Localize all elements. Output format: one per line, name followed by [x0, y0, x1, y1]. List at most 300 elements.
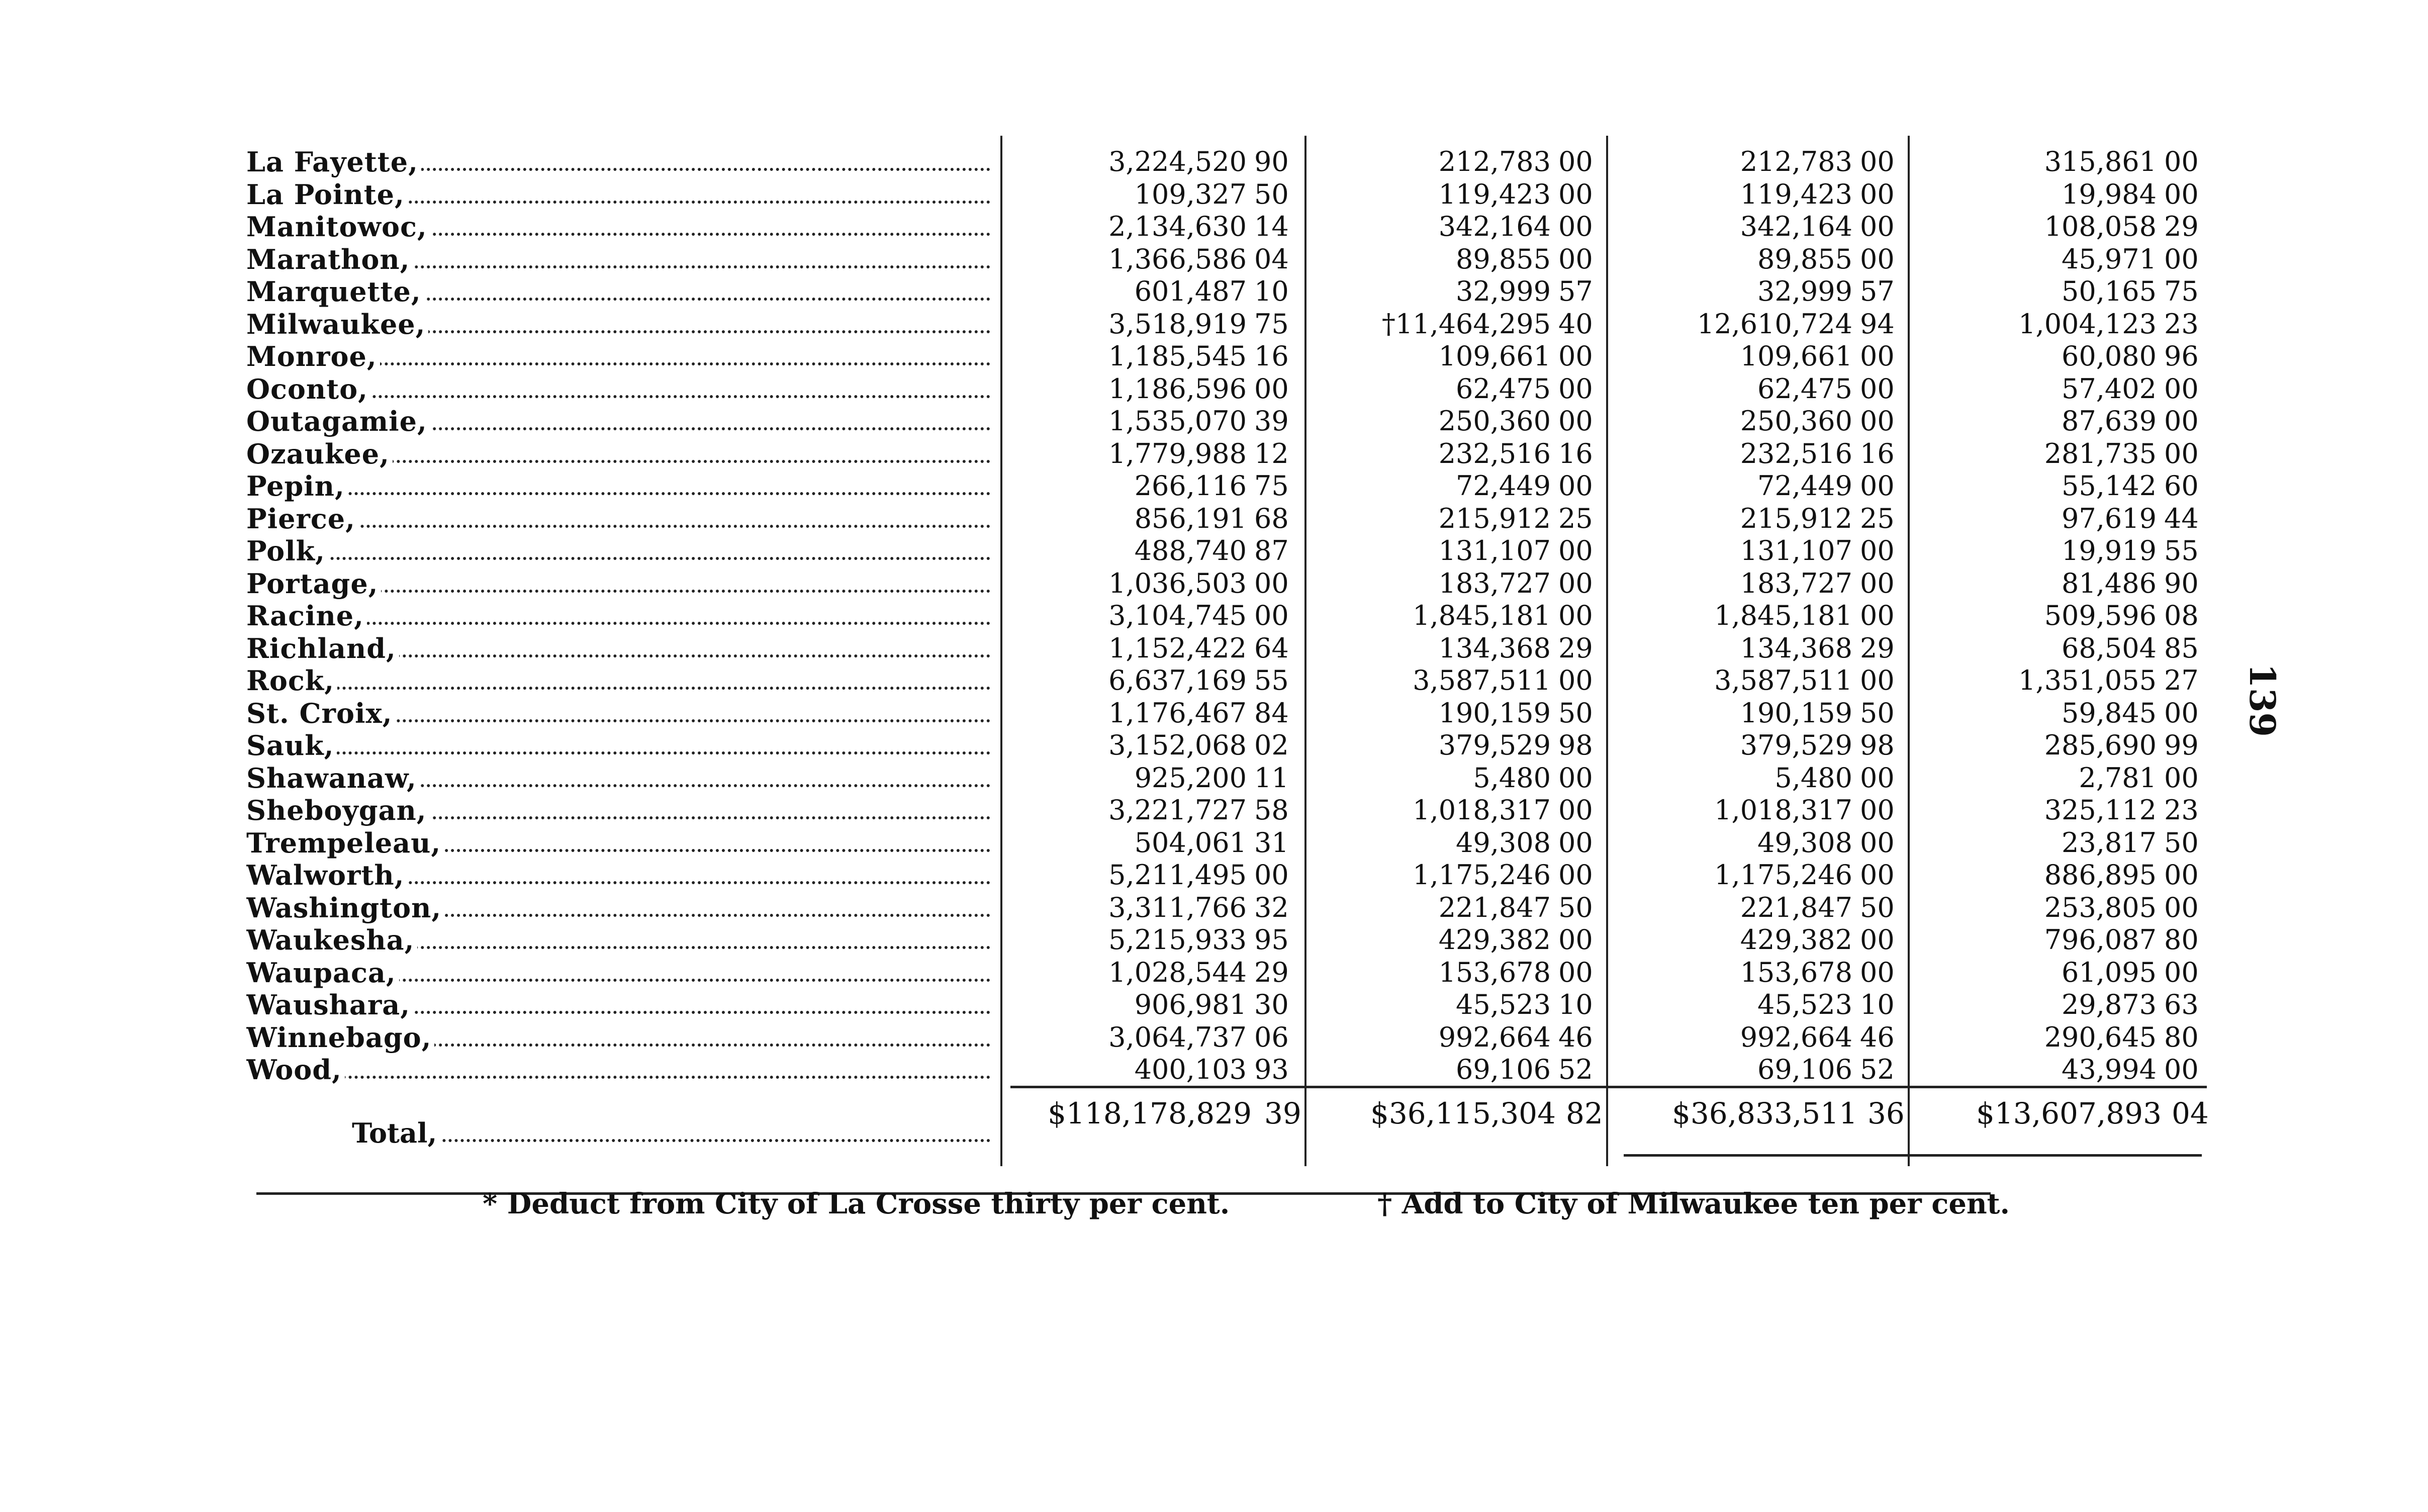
amount-col2-cents: 00 [1558, 146, 1593, 177]
amount-col2-dollars: 72,449 [1456, 470, 1551, 502]
amount-col4-cents: 90 [2164, 567, 2199, 599]
amount-col2-cents: 00 [1558, 211, 1593, 242]
county-cell [246, 438, 990, 470]
county-cell [246, 405, 990, 437]
amount-col1-dollars: 3,224,520 [1108, 146, 1247, 177]
total-col1-dollars: $118,178,829 [1048, 1096, 1252, 1130]
total-col3-dollars: $36,833,511 [1672, 1096, 1857, 1130]
amount-col1-cents: 14 [1254, 211, 1289, 242]
amount-col4-dollars: 97,619 [2062, 502, 2157, 534]
amount-col3-cents: 00 [1860, 956, 1895, 988]
amount-col3-cents: 46 [1860, 1021, 1895, 1053]
amount-col1-cents: 16 [1254, 340, 1289, 372]
amount-col3-cents: 16 [1860, 437, 1895, 469]
amount-col4-cents: 00 [2164, 437, 2199, 469]
amount-col2-cents: 00 [1558, 372, 1593, 405]
total-col2-cents: 82 [1566, 1096, 1603, 1130]
county-name: Rock, [246, 665, 337, 697]
table-row [0, 762, 2428, 794]
county-name: Polk, [246, 535, 328, 567]
amount-col3-cents: 00 [1860, 567, 1895, 599]
total-rule [1010, 1086, 2207, 1088]
amount-col2-cents: 00 [1558, 535, 1593, 566]
amount-col4-dollars: 285,690 [2044, 729, 2157, 761]
county-name: St. Croix, [246, 697, 396, 729]
amount-col2-dollars: 62,475 [1456, 372, 1551, 405]
dot-leader [246, 557, 990, 560]
table-row [0, 275, 2428, 308]
amount-col3-cents: 00 [1860, 243, 1895, 275]
amount-col4-dollars: 281,735 [2044, 437, 2157, 469]
amount-col1-cents: 30 [1254, 989, 1289, 1020]
amount-col4-cents: 50 [2164, 826, 2199, 859]
amount-col4-cents: 00 [2164, 372, 2199, 405]
amount-col1-dollars: 5,211,495 [1108, 859, 1247, 891]
amount-col3-cents: 00 [1860, 372, 1895, 405]
amount-col3-cents: 00 [1860, 340, 1895, 372]
table-row [0, 665, 2428, 697]
county-cell [246, 568, 990, 600]
amount-col2-cents: 40 [1558, 308, 1593, 340]
amount-col1-cents: 55 [1254, 665, 1289, 696]
amount-col4-cents: 75 [2164, 275, 2199, 307]
amount-col3-dollars: 1,018,317 [1714, 794, 1852, 826]
amount-col4-cents: 55 [2164, 535, 2199, 566]
county-name: Winnebago, [246, 1021, 434, 1054]
amount-col1-dollars: 1,366,586 [1108, 243, 1247, 275]
amount-col4-dollars: 68,504 [2062, 632, 2157, 664]
table-row [0, 600, 2428, 632]
county-name: La Pointe, [246, 178, 408, 211]
amount-col4-dollars: 81,486 [2062, 567, 2157, 599]
amount-col3-cents: 94 [1860, 308, 1895, 340]
table-row [0, 211, 2428, 243]
amount-col2-cents: 10 [1558, 989, 1593, 1020]
amount-col2-dollars: 221,847 [1438, 891, 1551, 923]
amount-col2-dollars: 49,308 [1456, 826, 1551, 859]
amount-col2-cents: 46 [1558, 1021, 1593, 1053]
amount-col1-dollars: 400,103 [1134, 1054, 1247, 1085]
county-name: Walworth, [246, 859, 407, 891]
county-name: Outagamie, [246, 405, 430, 437]
amount-col4-cents: 80 [2164, 1021, 2199, 1053]
amount-col4-cents: 00 [2164, 697, 2199, 729]
county-name: Wood, [246, 1054, 345, 1086]
amount-col1-cents: 32 [1254, 891, 1289, 923]
column-rule [1304, 136, 1306, 1166]
amount-col1-cents: 04 [1254, 243, 1289, 275]
county-cell [246, 308, 990, 340]
county-cell [246, 503, 990, 535]
amount-col2-dollars: 429,382 [1438, 924, 1551, 956]
amount-col2-dollars: 992,664 [1438, 1021, 1551, 1053]
table-row [0, 794, 2428, 826]
county-cell [246, 1054, 990, 1086]
amount-col3-dollars: 32,999 [1757, 275, 1852, 307]
amount-col4-dollars: 23,817 [2062, 826, 2157, 859]
amount-col2-dollars: 5,480 [1473, 762, 1551, 794]
amount-col4-cents: 00 [2164, 891, 2199, 923]
total-col2-dollars: $36,115,304 [1370, 1096, 1556, 1130]
amount-col3-dollars: 5,480 [1775, 762, 1852, 794]
amount-col2-cents: 50 [1558, 697, 1593, 729]
amount-col1-dollars: 1,185,545 [1108, 340, 1247, 372]
amount-col3-dollars: 12,610,724 [1697, 308, 1852, 340]
amount-col2-dollars: 1,018,317 [1413, 794, 1551, 826]
county-cell [246, 1021, 990, 1054]
amount-col4-cents: 00 [2164, 956, 2199, 988]
amount-col2-dollars: 69,106 [1456, 1054, 1551, 1085]
amount-col2-dollars: 342,164 [1438, 211, 1551, 242]
amount-col1-dollars: 1,779,988 [1108, 437, 1247, 469]
table-row [0, 178, 2428, 211]
amount-col1-cents: 12 [1254, 437, 1289, 469]
table-row [0, 729, 2428, 762]
amount-col1-cents: 58 [1254, 794, 1289, 826]
amount-col1-dollars: 3,518,919 [1108, 308, 1247, 340]
amount-col2-cents: 25 [1558, 502, 1593, 534]
amount-col3-dollars: 134,368 [1740, 632, 1852, 664]
amount-col1-dollars: 601,487 [1134, 275, 1247, 307]
amount-col2-cents: 00 [1558, 600, 1593, 631]
amount-col3-dollars: 190,159 [1740, 697, 1852, 729]
table-row [0, 503, 2428, 535]
amount-col4-cents: 85 [2164, 632, 2199, 664]
amount-col2-cents: 00 [1558, 567, 1593, 599]
amount-col1-cents: 68 [1254, 502, 1289, 534]
total-label-text: Total, [352, 1117, 440, 1149]
amount-col3-dollars: 429,382 [1740, 924, 1852, 956]
amount-col3-dollars: 379,529 [1740, 729, 1852, 761]
amount-col3-cents: 00 [1860, 859, 1895, 891]
amount-col1-dollars: 1,036,503 [1108, 567, 1247, 599]
amount-col4-dollars: 61,095 [2062, 956, 2157, 988]
amount-col3-dollars: 992,664 [1740, 1021, 1852, 1053]
county-cell [246, 178, 990, 211]
county-cell [246, 924, 990, 956]
amount-col2-cents: 57 [1558, 275, 1593, 307]
amount-col3-dollars: 3,587,511 [1714, 665, 1852, 696]
amount-col1-dollars: 1,028,544 [1108, 956, 1247, 988]
table-row [0, 1021, 2428, 1054]
bottom-rule [1624, 1154, 2202, 1157]
amount-col3-cents: 00 [1860, 146, 1895, 177]
county-name: Washington, [246, 892, 444, 924]
amount-col3-dollars: 1,175,246 [1714, 859, 1852, 891]
amount-col4-cents: 80 [2164, 924, 2199, 956]
county-cell [246, 859, 990, 891]
amount-col1-dollars: 266,116 [1134, 470, 1247, 502]
county-name: Waushara, [246, 989, 413, 1021]
table-row [0, 632, 2428, 665]
amount-col3-cents: 00 [1860, 762, 1895, 794]
county-name: Sauk, [246, 729, 337, 762]
amount-col1-cents: 90 [1254, 146, 1289, 177]
county-name: Racine, [246, 600, 367, 632]
county-name: Oconto, [246, 373, 371, 405]
amount-col4-dollars: 87,639 [2062, 405, 2157, 437]
amount-col1-cents: 31 [1254, 826, 1289, 859]
amount-col2-cents: 00 [1558, 826, 1593, 859]
amount-col3-dollars: 119,423 [1740, 178, 1852, 210]
total-label [352, 1117, 990, 1149]
county-name: Pepin, [246, 470, 348, 502]
table-row [0, 373, 2428, 405]
amount-col1-dollars: 3,221,727 [1108, 794, 1247, 826]
amount-col3-cents: 00 [1860, 470, 1895, 502]
column-rule [1000, 136, 1002, 1166]
county-name: Ozaukee, [246, 438, 393, 470]
amount-col4-dollars: 19,919 [2062, 535, 2157, 566]
amount-col2-dollars: 183,727 [1438, 567, 1551, 599]
county-name: Waukesha, [246, 924, 417, 956]
amount-col4-dollars: 19,984 [2062, 178, 2157, 210]
amount-col4-dollars: 60,080 [2062, 340, 2157, 372]
county-name: Monroe, [246, 340, 380, 372]
county-name: Sheboygan, [246, 794, 430, 826]
amount-col1-dollars: 2,134,630 [1108, 211, 1247, 242]
table-row [0, 568, 2428, 600]
amount-col3-dollars: 183,727 [1740, 567, 1852, 599]
amount-col2-dollars: 45,523 [1456, 989, 1551, 1020]
county-cell [246, 665, 990, 697]
amount-col1-dollars: 3,311,766 [1108, 891, 1247, 923]
amount-col1-cents: 02 [1254, 729, 1289, 761]
amount-col3-cents: 00 [1860, 211, 1895, 242]
county-cell [246, 632, 990, 665]
amount-col2-dollars: 131,107 [1438, 535, 1551, 566]
amount-col2-cents: 98 [1558, 729, 1593, 761]
county-name: Waupaca, [246, 957, 399, 989]
table-row [0, 859, 2428, 891]
amount-col1-dollars: 109,327 [1134, 178, 1247, 210]
amount-col3-dollars: 232,516 [1740, 437, 1852, 469]
amount-col4-dollars: 50,165 [2062, 275, 2157, 307]
amount-col1-cents: 84 [1254, 697, 1289, 729]
amount-col4-cents: 00 [2164, 178, 2199, 210]
amount-col1-cents: 50 [1254, 178, 1289, 210]
dot-leader [246, 751, 990, 754]
table-row [0, 243, 2428, 275]
amount-col1-cents: 00 [1254, 859, 1289, 891]
amount-col1-dollars: 488,740 [1134, 535, 1247, 566]
amount-col1-dollars: 925,200 [1134, 762, 1247, 794]
total-col3-cents: 36 [1867, 1096, 1905, 1130]
amount-col1-cents: 29 [1254, 956, 1289, 988]
amount-col2-dollars: 32,999 [1456, 275, 1551, 307]
amount-col4-dollars: 43,994 [2062, 1054, 2157, 1085]
county-cell [246, 729, 990, 762]
amount-col2-cents: 00 [1558, 762, 1593, 794]
amount-col1-cents: 39 [1254, 405, 1289, 437]
amount-col4-cents: 00 [2164, 405, 2199, 437]
amount-col4-cents: 96 [2164, 340, 2199, 372]
amount-col4-cents: 27 [2164, 665, 2199, 696]
amount-col4-dollars: 59,845 [2062, 697, 2157, 729]
amount-col3-dollars: 69,106 [1757, 1054, 1852, 1085]
amount-col1-cents: 00 [1254, 600, 1289, 631]
amount-col4-dollars: 2,781 [2079, 762, 2157, 794]
county-name: Milwaukee, [246, 308, 428, 340]
amount-col3-cents: 00 [1860, 665, 1895, 696]
amount-col2-dollars: 212,783 [1438, 146, 1551, 177]
county-name: Shawanaw, [246, 762, 420, 794]
amount-col4-cents: 08 [2164, 600, 2199, 631]
amount-col2-dollars: 109,661 [1438, 340, 1551, 372]
amount-col3-cents: 00 [1860, 794, 1895, 826]
amount-col1-dollars: 3,152,068 [1108, 729, 1247, 761]
page-number: 139 [2242, 664, 2283, 737]
amount-col1-dollars: 3,064,737 [1108, 1021, 1247, 1053]
amount-col2-cents: 00 [1558, 665, 1593, 696]
column-rule [1606, 136, 1608, 1166]
amount-col4-cents: 29 [2164, 211, 2199, 242]
county-cell [246, 989, 990, 1021]
amount-col2-cents: 00 [1558, 859, 1593, 891]
amount-col2-dollars: 379,529 [1438, 729, 1551, 761]
amount-col3-cents: 98 [1860, 729, 1895, 761]
table-row [0, 308, 2428, 340]
county-name: La Fayette, [246, 146, 421, 178]
county-cell [246, 275, 990, 308]
county-cell [246, 957, 990, 989]
amount-col2-dollars: 250,360 [1438, 405, 1551, 437]
amount-col2-dollars: 89,855 [1456, 243, 1551, 275]
amount-col2-dollars: 232,516 [1438, 437, 1551, 469]
amount-col3-cents: 10 [1860, 989, 1895, 1020]
table-row [0, 989, 2428, 1021]
amount-col3-dollars: 89,855 [1757, 243, 1852, 275]
amount-col3-dollars: 215,912 [1740, 502, 1852, 534]
amount-col2-dollars: 1,175,246 [1413, 859, 1551, 891]
amount-col2-cents: 00 [1558, 794, 1593, 826]
amount-col1-dollars: 1,152,422 [1108, 632, 1247, 664]
amount-col4-dollars: 315,861 [2044, 146, 2157, 177]
table-row [0, 405, 2428, 437]
amount-col1-dollars: 5,215,933 [1108, 924, 1247, 956]
amount-col1-cents: 00 [1254, 372, 1289, 405]
footnote-right: † Add to City of Milwaukee ten per cent. [1377, 1187, 2010, 1220]
total-col4-dollars: $13,607,893 [1976, 1096, 2162, 1130]
county-cell [246, 794, 990, 826]
amount-col3-cents: 50 [1860, 891, 1895, 923]
amount-col3-dollars: 109,661 [1740, 340, 1852, 372]
table-row [0, 340, 2428, 372]
amount-col4-dollars: 57,402 [2062, 372, 2157, 405]
table-row [0, 1054, 2428, 1086]
table-row [0, 892, 2428, 924]
amount-col4-dollars: 886,895 [2044, 859, 2157, 891]
amount-col2-cents: 00 [1558, 924, 1593, 956]
amount-col3-dollars: 62,475 [1757, 372, 1852, 405]
column-rule [1908, 136, 1910, 1166]
table-row [0, 438, 2428, 470]
total-col4-cents: 04 [2172, 1096, 2209, 1130]
amount-col3-dollars: 45,523 [1757, 989, 1852, 1020]
amount-col3-dollars: 1,845,181 [1714, 600, 1852, 631]
amount-col3-cents: 00 [1860, 826, 1895, 859]
amount-col1-dollars: 1,535,070 [1108, 405, 1247, 437]
amount-col3-dollars: 250,360 [1740, 405, 1852, 437]
amount-col2-cents: 00 [1558, 470, 1593, 502]
amount-col2-cents: 29 [1558, 632, 1593, 664]
amount-col3-dollars: 49,308 [1757, 826, 1852, 859]
county-cell [246, 146, 990, 178]
table-row [0, 697, 2428, 729]
dot-leader [246, 1076, 990, 1079]
amount-col4-cents: 00 [2164, 859, 2199, 891]
amount-col1-cents: 64 [1254, 632, 1289, 664]
amount-col1-dollars: 856,191 [1134, 502, 1247, 534]
county-cell [246, 470, 990, 502]
amount-col1-cents: 00 [1254, 567, 1289, 599]
county-cell [246, 535, 990, 567]
amount-col1-dollars: 6,637,169 [1108, 665, 1247, 696]
dot-leader [352, 1139, 990, 1142]
county-cell [246, 340, 990, 372]
amount-col3-cents: 00 [1860, 924, 1895, 956]
amount-col4-dollars: 1,004,123 [2018, 308, 2157, 340]
amount-col4-cents: 00 [2164, 146, 2199, 177]
amount-col3-dollars: 153,678 [1740, 956, 1852, 988]
county-name: Manitowoc, [246, 211, 430, 243]
dot-leader [246, 687, 990, 690]
county-cell [246, 600, 990, 632]
amount-col3-cents: 50 [1860, 697, 1895, 729]
county-cell [246, 243, 990, 275]
amount-col3-cents: 00 [1860, 535, 1895, 566]
amount-col2-cents: 00 [1558, 178, 1593, 210]
amount-col1-cents: 93 [1254, 1054, 1289, 1085]
amount-col4-cents: 00 [2164, 762, 2199, 794]
county-name: Richland, [246, 632, 399, 665]
amount-col1-dollars: 504,061 [1134, 826, 1247, 859]
county-name: Marathon, [246, 243, 413, 275]
amount-col2-dollars: 153,678 [1438, 956, 1551, 988]
amount-col4-dollars: 290,645 [2044, 1021, 2157, 1053]
amount-col2-dollars: 1,845,181 [1413, 600, 1551, 631]
amount-col4-cents: 00 [2164, 243, 2199, 275]
amount-col1-dollars: 3,104,745 [1108, 600, 1247, 631]
amount-col4-cents: 00 [2164, 1054, 2199, 1085]
amount-col4-cents: 23 [2164, 308, 2199, 340]
amount-col3-cents: 25 [1860, 502, 1895, 534]
county-name: Pierce, [246, 503, 358, 535]
amount-col1-dollars: 1,176,467 [1108, 697, 1247, 729]
amount-col1-cents: 95 [1254, 924, 1289, 956]
amount-col3-cents: 00 [1860, 178, 1895, 210]
amount-col4-dollars: 45,971 [2062, 243, 2157, 275]
amount-col4-cents: 63 [2164, 989, 2199, 1020]
amount-col2-cents: 00 [1558, 340, 1593, 372]
amount-col2-dollars: 134,368 [1438, 632, 1551, 664]
amount-col4-dollars: 108,058 [2044, 211, 2157, 242]
county-cell [246, 827, 990, 859]
amount-col2-cents: 00 [1558, 405, 1593, 437]
amount-col3-dollars: 131,107 [1740, 535, 1852, 566]
amount-col1-cents: 11 [1254, 762, 1289, 794]
amount-col4-cents: 60 [2164, 470, 2199, 502]
amount-col2-dollars: 190,159 [1438, 697, 1551, 729]
amount-col4-dollars: 509,596 [2044, 600, 2157, 631]
table-row [0, 470, 2428, 502]
dot-leader [246, 492, 990, 495]
amount-col2-cents: 00 [1558, 243, 1593, 275]
table-row [0, 924, 2428, 956]
county-cell [246, 697, 990, 729]
amount-col1-cents: 87 [1254, 535, 1289, 566]
county-name: Trempeleau, [246, 827, 444, 859]
